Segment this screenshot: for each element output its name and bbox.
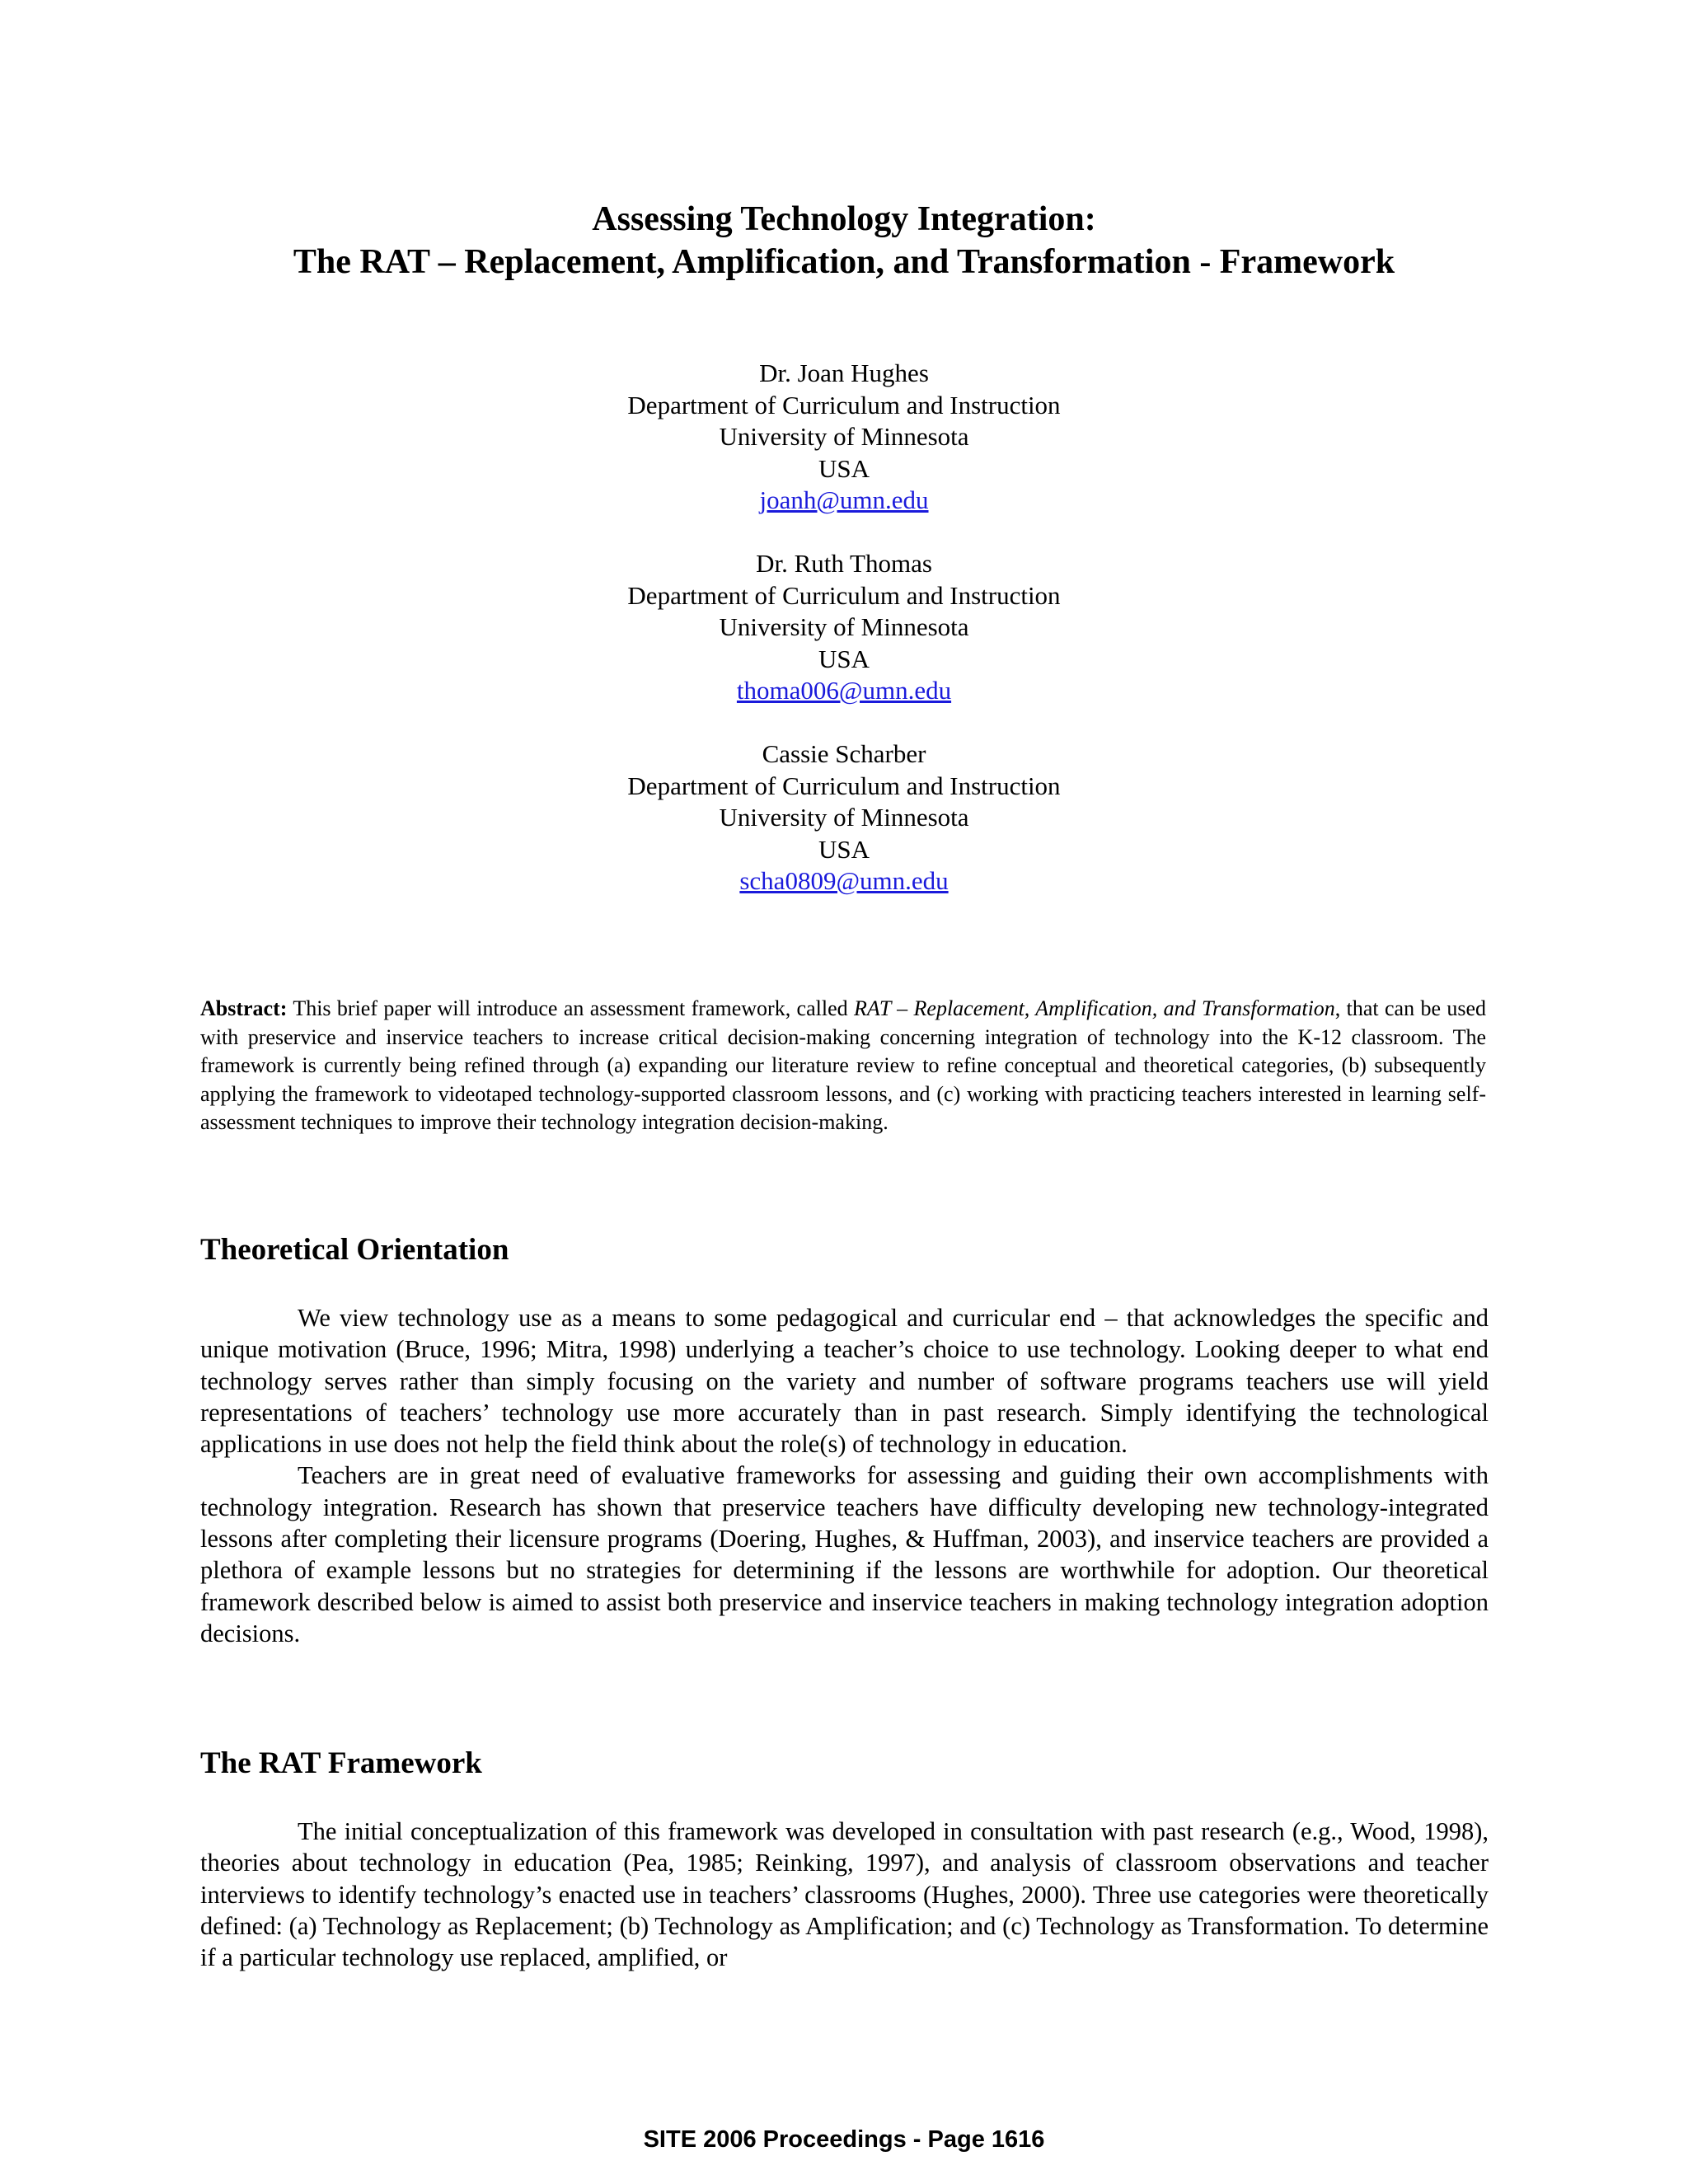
author-email-link[interactable]: joanh@umn.edu — [759, 485, 929, 514]
author-department: Department of Curriculum and Instruction — [627, 580, 1061, 610]
author-department: Department of Curriculum and Instruction — [627, 390, 1061, 419]
author-department: Department of Curriculum and Instruction — [627, 771, 1061, 800]
author-name: Cassie Scharber — [762, 739, 926, 768]
section-body — [200, 1302, 1489, 1649]
author-country: USA — [818, 453, 870, 483]
author-block-2 — [0, 548, 1688, 707]
section-heading: The RAT Framework — [200, 1746, 482, 1780]
author-university: University of Minnesota — [719, 422, 969, 451]
paper-title-line-2: The RAT – Replacement, Amplification, and Transformation - Framework — [293, 243, 1395, 281]
paper-title-line-1: Assessing Technology Integration: — [592, 200, 1096, 238]
author-email-link[interactable]: scha0809@umn.edu — [739, 866, 949, 895]
author-country: USA — [818, 644, 870, 673]
author-email-link[interactable]: thoma006@umn.edu — [736, 676, 952, 705]
paragraph: We view technology use as a means to some pedagogical and curricular end – that acknowledges the specific and unique motivation (Bruce, 1996; Mitra, 1998) underlying a teacher’s choice to use technology. Looking deeper to what end technology serves rather than simply focusing on the variety and number of software programs teachers use will yield representations of teachers’ technology use more accurately than in past research. Simply identifying the technological applications in use does not help the field think about the role(s) of technology in education. — [200, 1304, 1489, 1459]
abstract-framework-name: RAT – Replacement, Amplification, and Transformation — [854, 996, 1335, 1020]
paragraph: Teachers are in great need of evaluative frameworks for assessing and guiding their own accomplishments with technology integration. Research has shown that preservice teachers have difficulty developing new technology-integrated lessons after completing their licensure programs (Doering, Hughes, & Huffman, 2003), and inservice teachers are provided a plethora of example lessons but no strategies for determining if the lessons are worthwhile for adoption. Our theoretical framework described below is aimed to assist both preservice and inservice teachers in making technology integration adoption decisions. — [200, 1461, 1489, 1647]
section-heading: Theoretical Orientation — [200, 1233, 509, 1267]
author-university: University of Minnesota — [719, 612, 969, 641]
author-name: Dr. Joan Hughes — [759, 359, 929, 387]
abstract-label: Abstract: — [200, 996, 288, 1020]
author-name: Dr. Ruth Thomas — [756, 549, 932, 578]
paragraph: The initial conceptualization of this framework was developed in consultation with past research (e.g., Wood, 1998), theories about technology in education (Pea, 1985; Reinking, 1997), and analysis of classroom observations and teacher interviews to identify technology’s enacted use in teachers’ classrooms (Hughes, 2000). Three use categories were theoretically defined: (a) Technology as Replacement; (b) Technology as Amplification; and (c) Technology as Transformation. To determine if a particular technology use replaced, amplified, or — [200, 1817, 1489, 1972]
section-body — [200, 1816, 1489, 1973]
abstract-text-after: , that can be used with preservice and inservice teachers to increase critical decision-making concerning integration of technology into the K-12 classroom. The framework is currently being refined through (a) expanding our literature review to refine conceptual and theoretical categories, (b) subsequently applying the framework to videotaped technology-supported classroom lessons, and (c) working with practicing teachers interested in learning self-assessment techniques to improve their technology integration decision-making. — [200, 996, 1487, 1135]
author-block-3 — [0, 738, 1688, 898]
page-footer: SITE 2006 Proceedings - Page 1616 — [643, 2126, 1045, 2153]
author-country: USA — [818, 834, 870, 864]
author-university: University of Minnesota — [719, 803, 969, 832]
author-block-1 — [0, 358, 1688, 517]
abstract — [200, 995, 1486, 1137]
abstract-text-before: This brief paper will introduce an assessment framework, called — [293, 996, 848, 1020]
